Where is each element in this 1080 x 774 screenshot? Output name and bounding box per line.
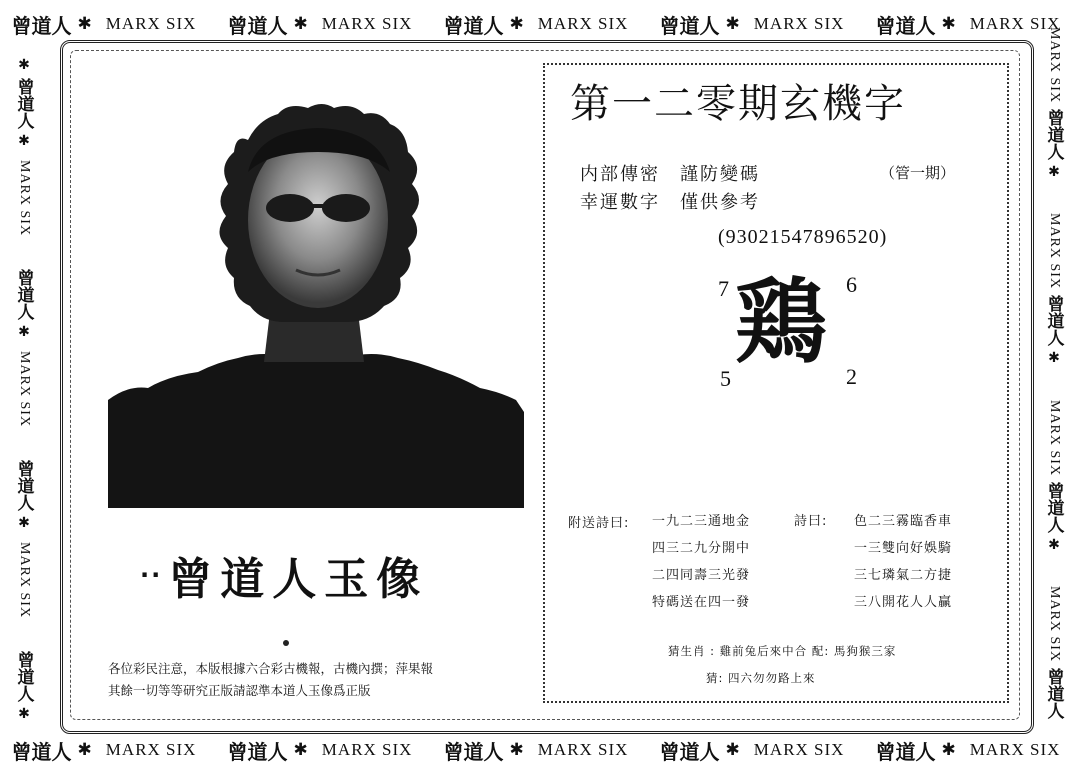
star-icon: ✱ [293, 740, 308, 759]
star-icon: ✱ [77, 14, 92, 33]
border-en-text: MARX SIX [17, 351, 32, 428]
poem-right-line: 一三雙向好娛騎 [854, 541, 953, 556]
border-en-text: MARX SIX [1047, 585, 1062, 662]
border-cn-text: 曾道人 [1043, 109, 1064, 161]
border-segment [660, 736, 853, 765]
border-en-text: MARX SIX [17, 160, 32, 237]
border-cn-text: 曾道人 [1043, 481, 1064, 533]
left-border-band [4, 40, 44, 740]
star-icon: ✱ [725, 14, 740, 33]
portrait-photo [108, 100, 524, 508]
right-border-band [1034, 10, 1074, 730]
border-en-text: MARX SIX [537, 14, 629, 33]
border-cn-text: 曾道人 [13, 78, 34, 130]
border-en-text: MARX SIX [1047, 213, 1062, 290]
border-cn-text: 曾道人 [11, 13, 72, 38]
border-segment [12, 651, 37, 727]
border-cn-text: 曾道人 [13, 650, 34, 702]
poem-right-line: 三八開花人人贏 [854, 595, 953, 610]
border-segment [1042, 21, 1067, 185]
border-en-text: MARX SIX [753, 14, 845, 33]
border-segment [1042, 580, 1067, 719]
star-icon: ✱ [18, 515, 30, 531]
border-en-text: MARX SIX [537, 740, 629, 759]
border-cn-text: 曾道人 [659, 13, 720, 38]
corner-number-bottom-right: 2 [846, 364, 857, 389]
star-icon: ✱ [18, 58, 30, 74]
border-en-text: MARX SIX [1047, 399, 1062, 476]
star-icon: ✱ [18, 706, 30, 722]
corner-number-top-left: 7 [718, 276, 729, 301]
border-cn-text: 曾道人 [227, 739, 288, 764]
border-cn-text: 曾道人 [875, 13, 936, 38]
zodiac-guess-line: 猜生肖 : 雞前兔后來中合 配: 馬狗猴三家 [668, 644, 897, 658]
border-segment [660, 10, 853, 39]
poem-right-line: 三七璘氣二方捷 [854, 568, 953, 583]
border-segment [1042, 394, 1067, 558]
border-cn-text: 曾道人 [443, 739, 504, 764]
poem-left-line: 特碼送在四一發 [652, 595, 751, 610]
border-segment [12, 460, 37, 624]
notice-line-1: 各位彩民注意，本版根據六合彩古機報，古機內撰；萍果報 [108, 661, 434, 676]
border-en-text: MARX SIX [753, 740, 845, 759]
top-border-band [0, 4, 1080, 44]
star-icon: ✱ [1048, 351, 1060, 367]
panel-line-1-note: （管一期） [880, 164, 956, 182]
poem-right-line: 色二三霧臨香車 [854, 514, 953, 529]
border-segment [444, 736, 637, 765]
border-cn-text: 曾道人 [13, 269, 34, 321]
guess-line: 猜: 四六勿勿路上來 [706, 671, 816, 685]
panel-title: 第一二零期玄機字 [570, 81, 906, 127]
border-cn-text: 曾道人 [1043, 295, 1064, 347]
border-segment [876, 736, 1069, 765]
border-en-text: MARX SIX [105, 740, 197, 759]
border-en-text: MARX SIX [105, 14, 197, 33]
star-icon: ✱ [18, 325, 30, 341]
caption-lead-dots: ·· [140, 561, 163, 589]
border-en-text: MARX SIX [321, 14, 413, 33]
panel-line-1: 内部傳密 謹防變碼 [580, 164, 760, 185]
border-cn-text: 曾道人 [13, 459, 34, 511]
poem-left-label: 附送詩曰: [568, 516, 630, 531]
star-icon: ✱ [509, 14, 524, 33]
star-icon: ✱ [293, 14, 308, 33]
poem-left-line: 一九二三通地金 [652, 514, 751, 529]
border-en-text: MARX SIX [321, 740, 413, 759]
star-icon: ✱ [941, 14, 956, 33]
border-en-text: MARX SIX [969, 740, 1061, 759]
star-icon: ✱ [1048, 165, 1060, 181]
border-cn-text: 曾道人 [875, 739, 936, 764]
star-icon: ✱ [941, 740, 956, 759]
bullet-dot [283, 640, 289, 646]
star-icon: ✱ [18, 134, 30, 150]
border-segment [1042, 207, 1067, 371]
poem-left-line: 二四同壽三光發 [652, 568, 751, 583]
star-icon: ✱ [77, 740, 92, 759]
border-segment [12, 53, 37, 242]
border-segment [228, 736, 421, 765]
notice-text [108, 658, 528, 702]
panel-line-2: 幸運數字 僅供參考 [580, 192, 760, 213]
border-cn-text: 曾道人 [1043, 667, 1064, 719]
border-cn-text: 曾道人 [11, 739, 72, 764]
border-en-text: MARX SIX [17, 541, 32, 618]
border-en-text: MARX SIX [1047, 27, 1062, 104]
bottom-border-band [0, 730, 1080, 770]
poem-right-label: 詩曰: [794, 514, 828, 529]
border-segment [12, 10, 205, 39]
border-cn-text: 曾道人 [659, 739, 720, 764]
border-segment [12, 269, 37, 433]
border-segment [444, 10, 637, 39]
border-cn-text: 曾道人 [227, 13, 288, 38]
featured-character: 鶏 [734, 269, 827, 376]
border-cn-text: 曾道人 [443, 13, 504, 38]
lucky-numbers: (93021547896520) [718, 226, 888, 248]
star-icon: ✱ [1048, 537, 1060, 553]
border-en-text: MARX SIX [969, 14, 1061, 33]
star-icon: ✱ [725, 740, 740, 759]
portrait-caption [140, 540, 540, 610]
star-icon: ✱ [509, 740, 524, 759]
notice-line-2: 其餘一切等等研究正版請認準本道人玉像爲正版 [108, 683, 371, 698]
caption-text: 曾道人玉像 [168, 554, 429, 605]
poem-left-line: 四三二九分開中 [652, 541, 751, 556]
corner-number-bottom-left: 5 [720, 366, 731, 391]
border-segment [228, 10, 421, 39]
corner-number-top-right: 6 [846, 272, 857, 297]
